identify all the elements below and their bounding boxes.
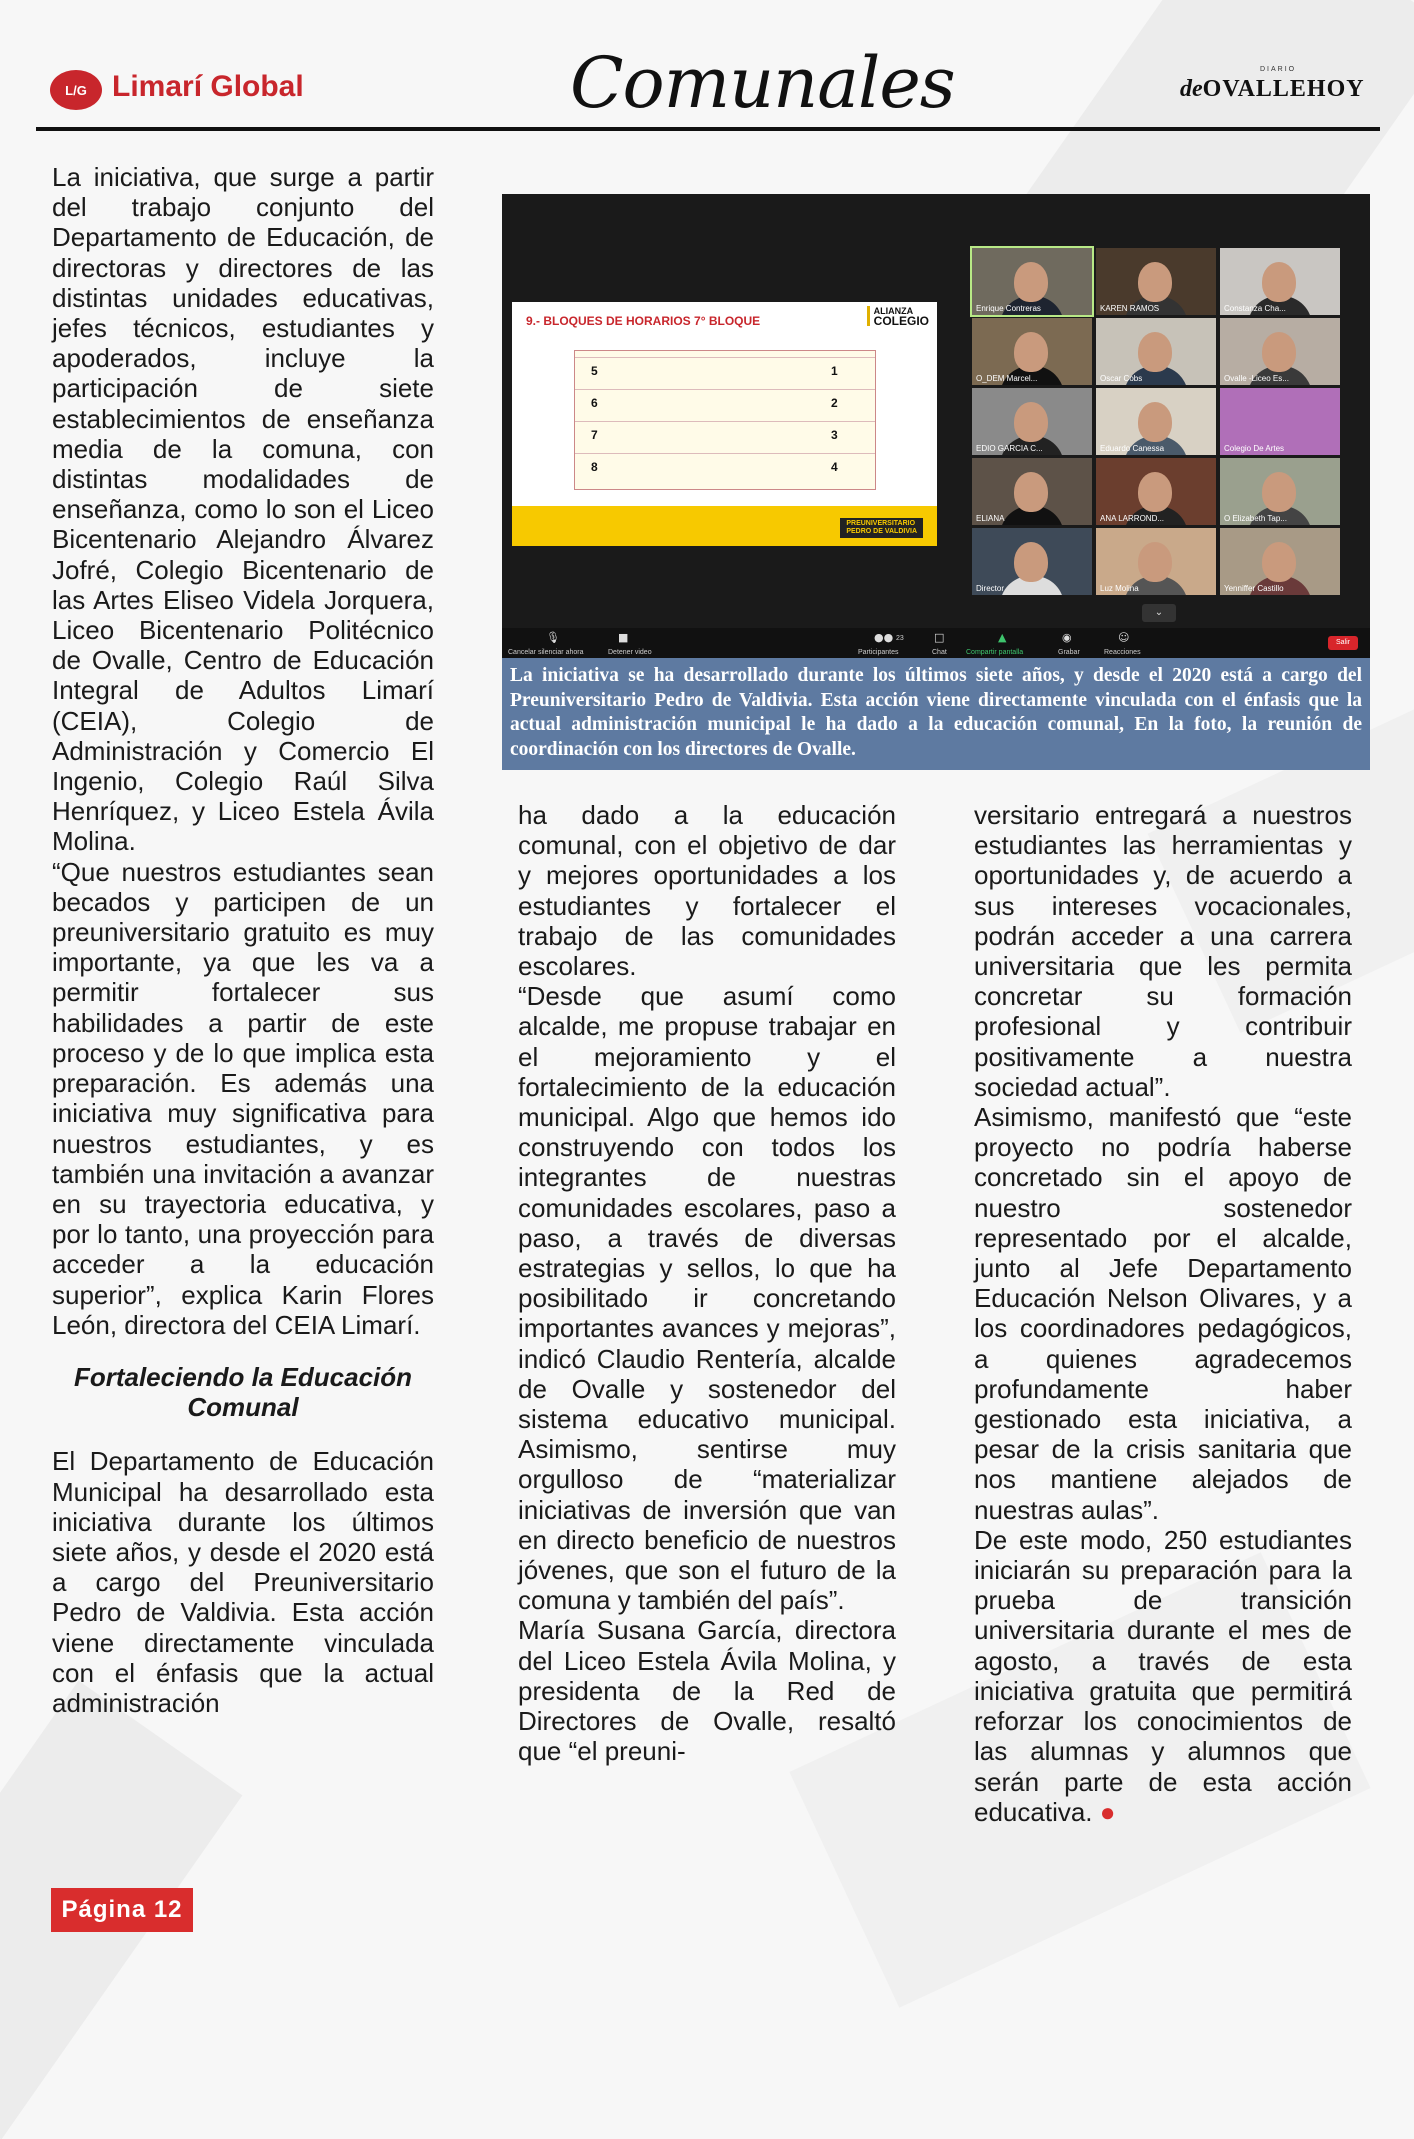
paragraph: ha dado a la educación comunal, con el objetivo de dar y mejores oportunidades a los estudiantes y fortalecer el trabajo de las comunidades escolares. <box>518 800 896 982</box>
record-label[interactable]: Grabar <box>1058 649 1080 656</box>
paragraph: Asimismo, manifestó que “este proyecto no podría haberse concretado sin el apoyo de nuestro sostenedor representado por el alcalde, junto al Jefe Departamento Educación Nelson Olivares, y a los coordinadores pedagógicos, a quienes agradecemos profundamente haber gestionado esta iniciativa, a pesar de la crisis sanitaria que nos mantiene alejados de nuestras aulas”. <box>974 1102 1352 1525</box>
participant-tile[interactable] <box>1096 388 1216 455</box>
participant-name: Yenniffer Castillo <box>1224 584 1284 593</box>
reactions-icon[interactable]: ☺ <box>1118 631 1130 644</box>
participant-tile[interactable] <box>1220 458 1340 525</box>
newspaper-logo-name: OVALLEHOY <box>1202 76 1365 102</box>
participant-name: O Elizabeth Tap... <box>1224 514 1287 523</box>
block-number: 1 <box>831 364 838 378</box>
block-number: 7 <box>591 428 598 442</box>
section-title: Comunales <box>570 42 955 124</box>
mute-label[interactable]: Cancelar silenciar ahora <box>508 649 584 656</box>
schedule-table <box>574 350 876 490</box>
block-number: 2 <box>831 396 838 410</box>
participant-tile[interactable] <box>972 528 1092 595</box>
block-number: 3 <box>831 428 838 442</box>
participant-name: KAREN RAMOS <box>1100 304 1160 313</box>
paragraph: versitario entregará a nuestros estudiantes las herramientas y oportunidades y, de acuerdo a sus intereses vocacionales, podrán acceder a una carrera universitaria que les permita concretar su formación profesional y contribuir positivamente a nuestra sociedad actual”. <box>974 800 1352 1102</box>
slide-footer <box>512 506 937 546</box>
participant-name: Eduardo Canessa <box>1100 444 1165 453</box>
slide-footer-logo <box>840 518 923 538</box>
schedule-row <box>575 389 875 420</box>
chat-icon[interactable]: □ <box>934 631 945 644</box>
reactions-label[interactable]: Reacciones <box>1104 649 1141 656</box>
meeting-toolbar <box>502 628 1370 658</box>
participant-name: Enrique Contreras <box>976 304 1041 313</box>
slide-title: 9.- BLOQUES DE HORARIOS 7° BLOQUE <box>526 314 761 328</box>
schedule-row <box>575 357 875 388</box>
paragraph: La iniciativa, que surge a partir del trabajo conjunto del Departamento de Educación, de directoras y directores de las distintas unidades educativas, jefes técnicos, estudiantes y apoderados, incluye la participación de siete establecimientos de enseñanza media de la comuna, con distintas modalidades de enseñanza, como lo son el Liceo Bicentenario Alejandro Álvarez Jofré, Colegio Bicentenario de las Artes Eliseo Videla Jorquera, Liceo Bicentenario Politécnico de Ovalle, Centro de Educación Integral de Adultos Limarí (CEIA), Colegio de Administración y Comercio El Ingenio, Colegio Raúl Silva Henríquez, y Liceo Estela Ávila Molina. <box>52 162 434 857</box>
paragraph-text: De este modo, 250 estudiantes iniciarán su preparación para la prueba de transición universitaria durante el mes de agosto, a través de esta iniciativa gratuita que permitirá reforzar los conocimientos de las alumnas y alumnos que serán parte de esta acción educativa. <box>974 1524 1352 1827</box>
leave-button[interactable]: Salir <box>1328 636 1358 650</box>
block-number: 5 <box>591 364 598 378</box>
participant-name: Director <box>976 584 1005 593</box>
paragraph: El Departamento de Educación Municipal ha desarrollado esta iniciativa durante los últimos siete años, y desde el 2020 está a cargo del Preuniversitario Pedro de Valdivia. Esta acción viene directamente vinculada con el énfasis que la actual administración <box>52 1446 434 1718</box>
paragraph: María Susana García, directora del Liceo Estela Ávila Molina, y presidenta de la Red de Directores de Ovalle, resaltó que “el preuni- <box>518 1615 896 1767</box>
share-screen-icon[interactable]: ▲ <box>998 631 1007 644</box>
participant-name: ELIANA <box>976 514 1005 523</box>
article-photo <box>502 194 1370 658</box>
video-icon[interactable]: ■ <box>618 631 629 644</box>
participant-name: Colegio De Artes <box>1224 444 1285 453</box>
article-column-2 <box>518 800 896 1767</box>
participants-count: 23 <box>896 635 904 642</box>
participant-tile[interactable] <box>1096 458 1216 525</box>
participant-tile[interactable] <box>1220 388 1340 455</box>
slide-logo-top: ALIANZA <box>873 306 914 316</box>
participant-name: Constanza Cha... <box>1224 304 1286 313</box>
chat-label[interactable]: Chat <box>932 649 947 656</box>
participant-tile[interactable] <box>1220 318 1340 385</box>
block-number: 6 <box>591 396 598 410</box>
share-screen-label[interactable]: Compartir pantalla <box>966 649 1024 656</box>
brand-name[interactable]: Limarí Global <box>112 70 304 103</box>
participant-tile[interactable] <box>1096 318 1216 385</box>
video-label[interactable]: Detener video <box>608 649 652 656</box>
participant-tile[interactable] <box>1096 248 1216 315</box>
participant-name: Oscar Cobs <box>1100 374 1143 383</box>
participant-name: O_DEM Marcel... <box>976 374 1038 383</box>
participant-tile[interactable] <box>972 388 1092 455</box>
paragraph-final <box>974 1525 1352 1827</box>
slide-footer-logo-top: PREUNIVERSITARIO <box>846 520 916 527</box>
paragraph: “Que nuestros estudiantes sean becados y participen de un preuniversitario gratuito es muy importante, ya que les va a permitir fortalecer sus habilidades a partir de este proceso y de lo que implica esta preparación. Es además una iniciativa muy significativa para nuestros estudiantes, y es también una invitación a avanzar en su trayectoria educativa, y por lo tanto, una proyección para acceder a la educación superior”, explica Karin Flores León, directora del CEIA Limarí. <box>52 856 434 1340</box>
participants-label[interactable]: Participantes <box>858 649 899 656</box>
participant-tile[interactable] <box>1220 248 1340 315</box>
slide-logo-main: COLEGIO <box>873 314 929 328</box>
shared-slide <box>512 302 937 546</box>
newspaper-logo[interactable] <box>1180 66 1365 103</box>
block-number: 4 <box>831 460 838 474</box>
end-mark-icon: ● <box>1099 1796 1116 1827</box>
record-icon[interactable]: ◉ <box>1062 631 1072 644</box>
block-number: 8 <box>591 460 598 474</box>
photo-caption: La iniciativa se ha desarrollado durante los últimos siete años, y desde el 2020 está a cargo del Preuniversitario Pedro de Valdivia. Esta acción viene directamente vinculada con el énfasis que la actual administración municipal le ha dado a la educación comunal, En la foto, la reunión de coordinación con los directores de Ovalle. <box>502 658 1370 770</box>
slide-footer-logo-main: PEDRO DE VALDIVIA <box>846 528 917 535</box>
participant-name: Ovalle -Liceo Es... <box>1224 374 1289 383</box>
participants-icon[interactable]: ●● <box>874 631 894 644</box>
newspaper-logo-prefix: de <box>1180 76 1203 102</box>
participant-name: Luz Molina <box>1100 584 1139 593</box>
participant-name: ANA LARROND... <box>1100 514 1165 523</box>
participant-tile[interactable] <box>972 458 1092 525</box>
participant-tile[interactable] <box>972 318 1092 385</box>
article-column-3 <box>974 800 1352 1827</box>
participant-tile[interactable] <box>1220 528 1340 595</box>
participant-name: EDIO GARCIA C... <box>976 444 1043 453</box>
participant-tile[interactable] <box>1096 528 1216 595</box>
schedule-row <box>575 453 875 484</box>
article-column-1 <box>52 162 434 1718</box>
paragraph: “Desde que asumí como alcalde, me propuse trabajar en el mejoramiento y el fortalecimiento de la educación municipal. Algo que hemos ido construyendo con todos los integrantes de nuestras comunidades escolares, paso a paso, a través de diversas estrategias y sellos, lo que ha posibilitado ir concretando importantes avances y mejoras”, indicó Claudio Rentería, alcalde de Ovalle y sostenedor del sistema educativo municipal. Asimismo, sentirse muy orgulloso de “materializar iniciativas de inversión que van en directo beneficio de nuestros jóvenes, que son el futuro de la comuna y también del país”. <box>518 981 896 1616</box>
participant-tile[interactable] <box>972 248 1092 315</box>
slide-logo <box>867 306 929 326</box>
newspaper-logo-small: DIARIO <box>1260 66 1297 73</box>
subheading: Fortaleciendo la Educación Comunal <box>73 1361 413 1423</box>
microphone-icon[interactable]: 🎙 <box>546 631 560 644</box>
page-number: Página 12 <box>51 1888 193 1932</box>
chevron-down-icon[interactable]: ⌄ <box>1142 604 1176 622</box>
schedule-row <box>575 421 875 452</box>
brand-badge: L/G <box>50 70 102 110</box>
header-rule <box>36 127 1380 131</box>
